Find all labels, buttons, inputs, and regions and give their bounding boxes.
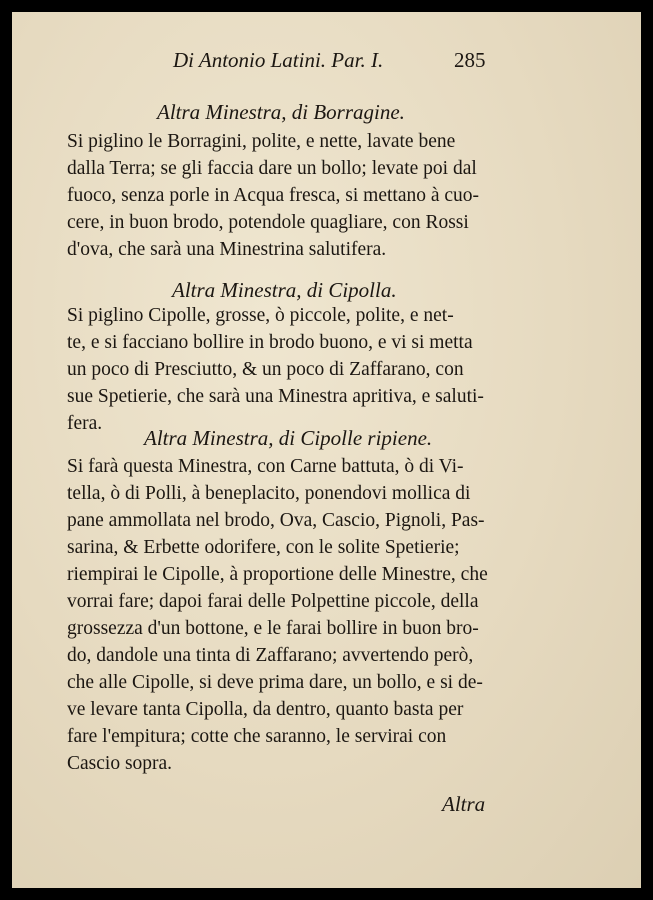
text-line: Si piglino le Borragini, polite, e nette, lavate bene <box>67 131 456 152</box>
running-title: Di Antonio Latini. Par. I. <box>173 48 384 72</box>
section-heading-cipolla: Altra Minestra, di Cipolla. <box>172 278 397 302</box>
text-line: un poco di Presciutto, & un poco di Zaffarano, con <box>67 359 464 380</box>
recipe-paragraph-cipolle-ripiene <box>67 453 537 777</box>
catchword: Altra <box>442 792 486 816</box>
text-line: riempirai le Cipolle, à proportione delle Minestre, che <box>67 564 488 585</box>
text-line: sue Spetierie, che sarà una Minestra apritiva, e saluti- <box>67 386 484 407</box>
text-line: Si farà questa Minestra, con Carne battuta, ò di Vi- <box>67 456 464 477</box>
text-line: d'ova, che sarà una Minestrina salutifera. <box>67 239 387 260</box>
text-line: dalla Terra; se gli faccia dare un bollo; levate poi dal <box>67 158 477 179</box>
text-line: tella, ò di Polli, à beneplacito, ponendovi mollica di <box>67 483 471 504</box>
section-heading-cipolle-ripiene: Altra Minestra, di Cipolle ripiene. <box>144 426 433 450</box>
text-line: Si piglino Cipolle, grosse, ò piccole, polite, e net- <box>67 305 454 326</box>
book-page <box>12 12 641 888</box>
text-line: Cascio sopra. <box>67 753 173 774</box>
text-line: che alle Cipolle, si deve prima dare, un bollo, e si de- <box>67 672 483 693</box>
text-line: grossezza d'un bottone, e le farai bollire in buon bro- <box>67 618 479 639</box>
text-line: cere, in buon brodo, potendole quagliare, con Rossi <box>67 212 469 233</box>
page-number: 285 <box>454 48 486 72</box>
text-line: fare l'empitura; cotte che saranno, le servirai con <box>67 726 447 747</box>
text-line: sarina, & Erbette odorifere, con le solite Spetierie; <box>67 537 460 558</box>
text-line: te, e si facciano bollire in brodo buono, e vi si metta <box>67 332 473 353</box>
text-line: fuoco, senza porle in Acqua fresca, si mettano à cuo- <box>67 185 480 206</box>
text-line: do, dandole una tinta di Zaffarano; avvertendo però, <box>67 645 474 666</box>
text-line: ve levare tanta Cipolla, da dentro, quanto basta per <box>67 699 464 720</box>
recipe-paragraph-cipolla <box>67 302 537 437</box>
recipe-paragraph-borragine <box>67 128 537 263</box>
text-line: vorrai fare; dapoi farai delle Polpettine piccole, della <box>67 591 479 612</box>
text-line: fera. <box>67 413 103 434</box>
section-heading-borragine: Altra Minestra, di Borragine. <box>157 100 405 124</box>
text-line: pane ammollata nel brodo, Ova, Cascio, Pignoli, Pas- <box>67 510 485 531</box>
